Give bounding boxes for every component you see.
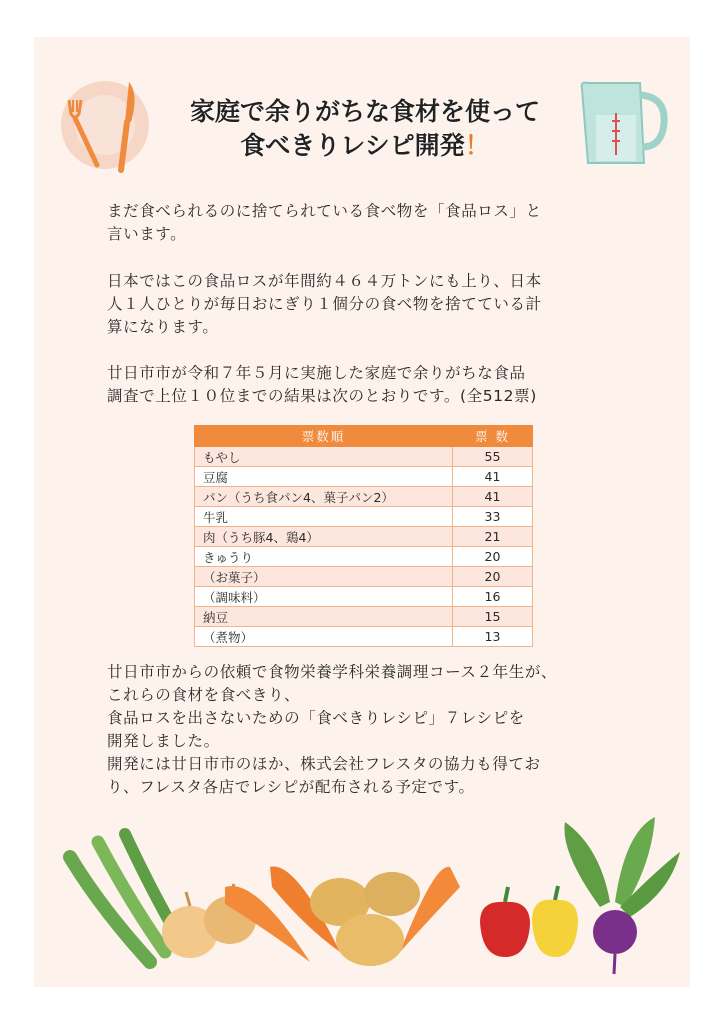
item-cell: きゅうり: [195, 547, 453, 567]
text-line: 算になります。: [107, 318, 219, 336]
development-paragraph: [107, 661, 637, 799]
measuring-cup-icon: [574, 75, 674, 170]
table-row: [195, 507, 533, 527]
header-rank: 票数順: [195, 426, 453, 447]
item-cell: 肉（うち豚4、鶏4）: [195, 527, 453, 547]
item-cell: 納豆: [195, 607, 453, 627]
votes-cell: 21: [453, 527, 533, 547]
table-row: [195, 567, 533, 587]
red-pepper-icon: [480, 887, 530, 957]
text-line: 開発しました。: [107, 732, 220, 750]
votes-cell: 33: [453, 507, 533, 527]
votes-cell: 41: [453, 467, 533, 487]
text-line: まだ食べられるのに捨てられている食べ物を「食品ロス」と: [107, 202, 542, 220]
table-row: [195, 607, 533, 627]
votes-cell: 20: [453, 547, 533, 567]
survey-results-table: [194, 425, 533, 647]
table-row: [195, 587, 533, 607]
vegetables-illustration: [40, 812, 690, 987]
text-line: これらの食材を食べきり、: [107, 686, 301, 704]
votes-cell: 55: [453, 447, 533, 467]
intro-paragraph: [107, 200, 637, 246]
header-votes: 票 数: [453, 426, 533, 447]
text-line: 食品ロスを出さないための「食べきりレシピ」７レシピを: [107, 709, 525, 727]
item-cell: 豆腐: [195, 467, 453, 487]
item-cell: 牛乳: [195, 507, 453, 527]
item-cell: パン（うち食パン4、菓子パン2）: [195, 487, 453, 507]
text-line: 人１人ひとりが毎日おにぎり１個分の食べ物を捨てている計: [107, 295, 542, 313]
votes-cell: 20: [453, 567, 533, 587]
item-cell: （お菓子）: [195, 567, 453, 587]
item-cell: もやし: [195, 447, 453, 467]
text-line: 調査で上位１０位までの結果は次のとおりです。(全512票): [107, 387, 537, 405]
statistics-paragraph: [107, 270, 637, 339]
table-row: [195, 547, 533, 567]
votes-cell: 16: [453, 587, 533, 607]
votes-cell: 41: [453, 487, 533, 507]
page-title: [150, 95, 580, 163]
plate-fork-knife-icon: [55, 70, 165, 180]
table-row: [195, 627, 533, 647]
exclamation-mark: ！: [464, 131, 490, 160]
item-cell: （煮物）: [195, 627, 453, 647]
text-line: 開発には廿日市市のほか、株式会社フレスタの協力も得てお: [107, 755, 541, 773]
table-row: [195, 447, 533, 467]
text-line: 言います。: [107, 225, 187, 243]
item-cell: （調味料）: [195, 587, 453, 607]
survey-paragraph: [107, 362, 637, 408]
text-line: 日本ではこの食品ロスが年間約４６４万トンにも上り、日本: [107, 272, 542, 290]
text-line: 廿日市市が令和７年５月に実施した家庭で余りがちな食品: [107, 364, 526, 382]
text-line: り、フレスタ各店でレシピが配布される予定です。: [107, 778, 475, 796]
beet-icon: [564, 817, 680, 974]
table-row: [195, 527, 533, 547]
potato-icon: [310, 872, 420, 966]
table-row: [195, 487, 533, 507]
title-line-1: 家庭で余りがちな食材を使って: [189, 97, 540, 126]
table-row: [195, 467, 533, 487]
votes-cell: 13: [453, 627, 533, 647]
title-line-2: 食べきりレシピ開発: [240, 131, 465, 160]
table-header-row: [195, 426, 533, 447]
yellow-pepper-icon: [532, 886, 578, 957]
text-line: 廿日市市からの依頼で食物栄養学科栄養調理コース２年生が、: [107, 663, 558, 681]
green-bean-icon: [70, 834, 180, 962]
votes-cell: 15: [453, 607, 533, 627]
